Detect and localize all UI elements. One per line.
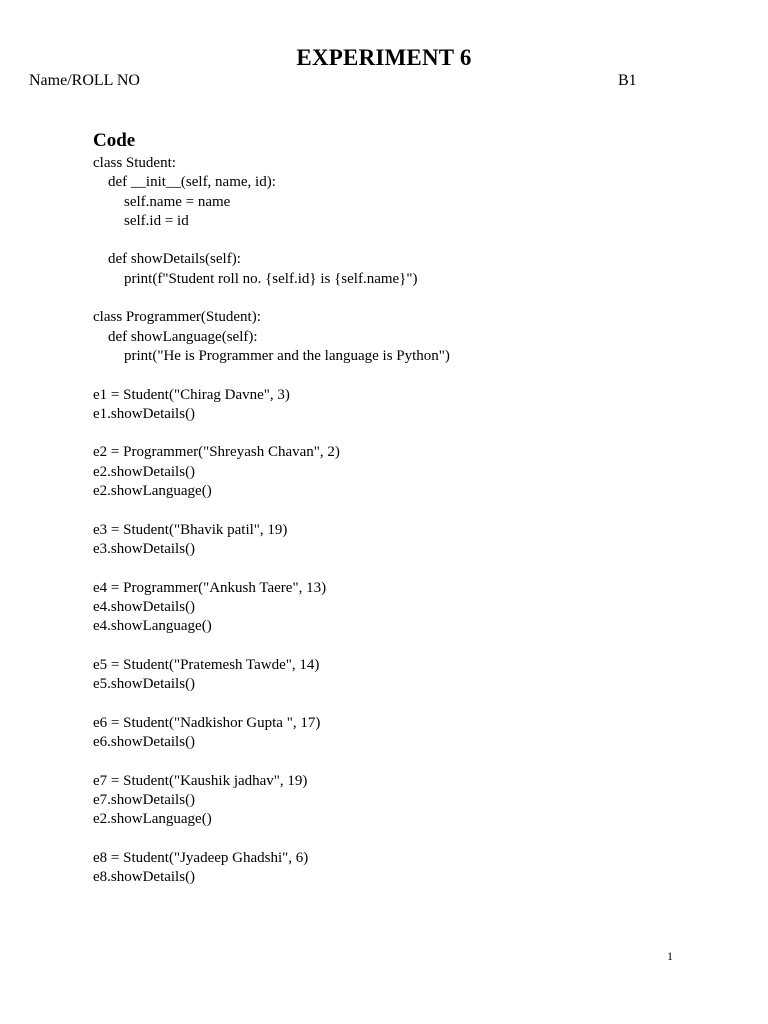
code-line — [93, 752, 450, 771]
document-title: EXPERIMENT 6 — [296, 45, 472, 70]
code-line: self.name = name — [124, 193, 231, 210]
code-line — [93, 366, 450, 385]
code-line: e4.showDetails() — [93, 598, 196, 615]
code-line: e2.showDetails() — [93, 463, 196, 480]
code-line: e5 = Student("Pratemesh Tawde", 14) — [93, 656, 320, 673]
code-line — [93, 694, 450, 713]
code-line — [93, 231, 450, 250]
code-line: e3.showDetails() — [93, 540, 196, 557]
code-line — [93, 289, 450, 308]
code-line — [93, 829, 450, 848]
code-line — [93, 636, 450, 655]
code-line: e8 = Student("Jyadeep Ghadshi", 6) — [93, 849, 309, 866]
code-line: e3 = Student("Bhavik patil", 19) — [93, 521, 288, 538]
code-line: print(f"Student roll no. {self.id} is {self.name}") — [124, 270, 418, 287]
batch-label: B1 — [618, 72, 637, 89]
code-block — [93, 154, 450, 887]
code-line: class Student: — [93, 155, 176, 171]
code-line — [93, 501, 450, 520]
code-line: e1 = Student("Chirag Davne", 3) — [93, 386, 290, 403]
code-line — [93, 424, 450, 443]
section-heading-code: Code — [93, 130, 136, 151]
code-line: def __init__(self, name, id): — [108, 174, 276, 191]
name-roll-label: Name/ROLL NO — [29, 72, 140, 89]
code-line: class Programmer(Student): — [93, 309, 261, 326]
code-line: e7 = Student("Kaushik jadhav", 19) — [93, 772, 308, 789]
code-line: e2.showLanguage() — [93, 811, 212, 828]
code-line: e1.showDetails() — [93, 405, 196, 422]
code-line: e4.showLanguage() — [93, 618, 212, 635]
code-line: e5.showDetails() — [93, 676, 196, 693]
code-line: e4 = Programmer("Ankush Taere", 13) — [93, 579, 327, 596]
code-line — [93, 559, 450, 578]
code-line: self.id = id — [124, 212, 189, 229]
code-line: e2.showLanguage() — [93, 483, 212, 500]
page-number: 1 — [667, 949, 673, 963]
code-line: print("He is Programmer and the language is Python") — [124, 347, 450, 364]
code-line: e6 = Student("Nadkishor Gupta ", 17) — [93, 714, 321, 731]
code-line: e2 = Programmer("Shreyash Chavan", 2) — [93, 444, 340, 461]
code-line: e7.showDetails() — [93, 791, 196, 808]
code-line: def showDetails(self): — [108, 251, 241, 268]
code-line: e6.showDetails() — [93, 733, 196, 750]
code-line: e8.showDetails() — [93, 868, 196, 885]
code-line: def showLanguage(self): — [108, 328, 258, 345]
